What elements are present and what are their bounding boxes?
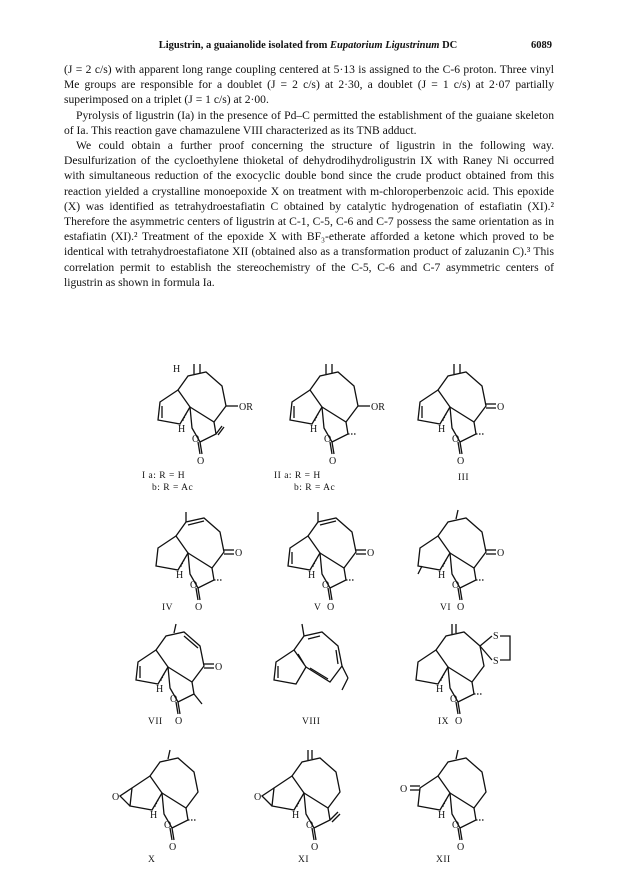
atom-O: O <box>324 434 332 445</box>
label-V: V <box>314 603 322 613</box>
atom-O: O <box>452 580 460 591</box>
atom-O: O <box>322 580 330 591</box>
body-text <box>64 62 554 290</box>
atom-O: O <box>306 820 314 831</box>
label-VII: VII <box>148 717 163 727</box>
structure-X <box>112 748 222 865</box>
atom-O: O <box>452 820 460 831</box>
atom-O: O <box>190 580 198 591</box>
paragraph-2: Pyrolysis of ligustrin (Ia) in the presence of Pd–C permitted the establishment of the guaiane skeleton of Ia. This reaction gave chamazulene VIII characterized as its TNB adduct. <box>64 108 554 137</box>
atom-H: H <box>292 810 300 821</box>
atom-O: O <box>457 842 465 853</box>
atom-O: O <box>367 548 375 559</box>
page-number: 6089 <box>531 40 552 51</box>
label-I-b: b: R = Ac <box>152 483 194 493</box>
structure-VI-atoms <box>400 508 510 618</box>
structure-IX-atoms <box>398 622 518 732</box>
structure-V-atoms <box>270 508 380 618</box>
structure-II-atoms <box>272 362 385 472</box>
paragraph-1: (J = 2 c/s) with apparent long range coupling centered at 5·13 is assigned to the C-6 proton. Three vinyl Me groups are responsible for a doublet (J = 2 c/s) at 2·30, a doublet (J = 1 c/s) at 2·07 partially superimposed on a triplet (J = 1 c/s) at 2·00. <box>64 63 554 107</box>
structure-VII <box>118 622 228 732</box>
structure-XII-atoms <box>400 748 510 858</box>
atom-O: O <box>311 842 319 853</box>
atom-O: O <box>169 842 177 853</box>
atom-O: O <box>254 792 262 803</box>
atom-O: O <box>497 548 505 559</box>
atom-H: H <box>438 570 446 581</box>
atom-O: O <box>197 456 205 467</box>
atom-O: O <box>235 548 243 559</box>
structure-XI <box>254 748 364 865</box>
structure-figures <box>0 360 624 880</box>
structure-I <box>140 362 253 493</box>
atom-H: H <box>150 810 158 821</box>
atom-H: H <box>156 684 164 695</box>
atom-O: O <box>497 402 505 413</box>
atom-H: H <box>178 424 186 435</box>
atom-O: O <box>455 716 463 727</box>
label-II-b: b: R = Ac <box>294 483 336 493</box>
structure-VII-atoms <box>118 622 228 732</box>
header-title-journal: Eupatorium Ligustrinum <box>330 40 440 51</box>
structure-VIII <box>256 622 366 732</box>
atom-OR: OR <box>371 402 385 413</box>
label-VIII: VIII <box>302 717 321 727</box>
atom-O: O <box>452 434 460 445</box>
structure-X-atoms <box>112 748 222 858</box>
structure-IV-atoms <box>138 508 248 618</box>
atom-S: S <box>493 631 499 642</box>
structure-IX <box>398 622 518 732</box>
structure-IV <box>138 508 248 618</box>
label-I-a: I a: R = H <box>142 471 186 481</box>
atom-O: O <box>457 456 465 467</box>
atom-O: O <box>164 820 172 831</box>
atom-O: O <box>175 716 183 727</box>
structure-V <box>270 508 380 618</box>
structure-II <box>272 362 385 493</box>
label-XII: XII <box>436 855 451 865</box>
structure-XII <box>400 748 510 865</box>
atom-O: O <box>195 602 203 613</box>
structure-III-atoms <box>400 362 510 472</box>
structure-XI-atoms <box>254 748 364 858</box>
label-VI: VI <box>440 603 452 613</box>
label-IX: IX <box>438 717 450 727</box>
atom-O: O <box>329 456 337 467</box>
label-IV: IV <box>162 603 174 613</box>
structure-VI <box>400 508 510 618</box>
atom-H: H <box>308 570 316 581</box>
header-title-prefix: Ligustrin, a guaianolide isolated from <box>158 40 331 51</box>
atom-H: H <box>176 570 184 581</box>
structure-III <box>400 362 510 483</box>
atom-H: H <box>438 424 446 435</box>
atom-H: H <box>173 364 181 375</box>
atom-O: O <box>450 694 458 705</box>
structure-I-atoms <box>140 362 253 472</box>
atom-OR: OR <box>239 402 253 413</box>
atom-H: H <box>310 424 318 435</box>
atom-O: O <box>327 602 335 613</box>
atom-O: O <box>170 694 178 705</box>
atom-O: O <box>400 784 408 795</box>
atom-O: O <box>112 792 120 803</box>
label-III: III <box>458 473 469 483</box>
paragraph-3: We could obtain a further proof concerning the structure of ligustrin in the following way. Desulfurization of the cycloethylene thioketal of dehydrodihydroligustrin IX with Raney Ni occurred with simultaneous reduction of the exocyclic double bond since the crude product obtained from this reaction yielded a crystalline monoepoxide X on treatment with m-chloroperbenzoic acid. This epoxide (X) was identified as tetrahydroestafiatin C obtained by catalytic hydrogenation of estafiatin (XI).² Therefore the asymmetric centers of ligustrin at C-1, C-5, C-6 and C-7 possess the same orientation as in estafiatin (XI).² Treatment of the epoxide X with BF₃-etherate afforded a ketone which proved to be identical with tetrahydroestafiatone XII (obtained also as a transformation product of zaluzanin C).³ This correlation permit to establish the stereochemistry of the C-5, C-6 and C-7 asymmetric centers of ligustrin as shown in formula Ia. <box>64 139 554 289</box>
running-header <box>64 40 552 51</box>
atom-H: H <box>438 810 446 821</box>
atom-O: O <box>457 602 465 613</box>
header-title-suffix: DC <box>439 40 458 51</box>
label-XI: XI <box>298 855 310 865</box>
atom-H: H <box>436 684 444 695</box>
atom-S: S <box>493 656 499 667</box>
atom-O: O <box>192 434 200 445</box>
label-II-a: II a: R = H <box>274 471 321 481</box>
atom-O: O <box>215 662 223 673</box>
label-X: X <box>148 855 156 865</box>
